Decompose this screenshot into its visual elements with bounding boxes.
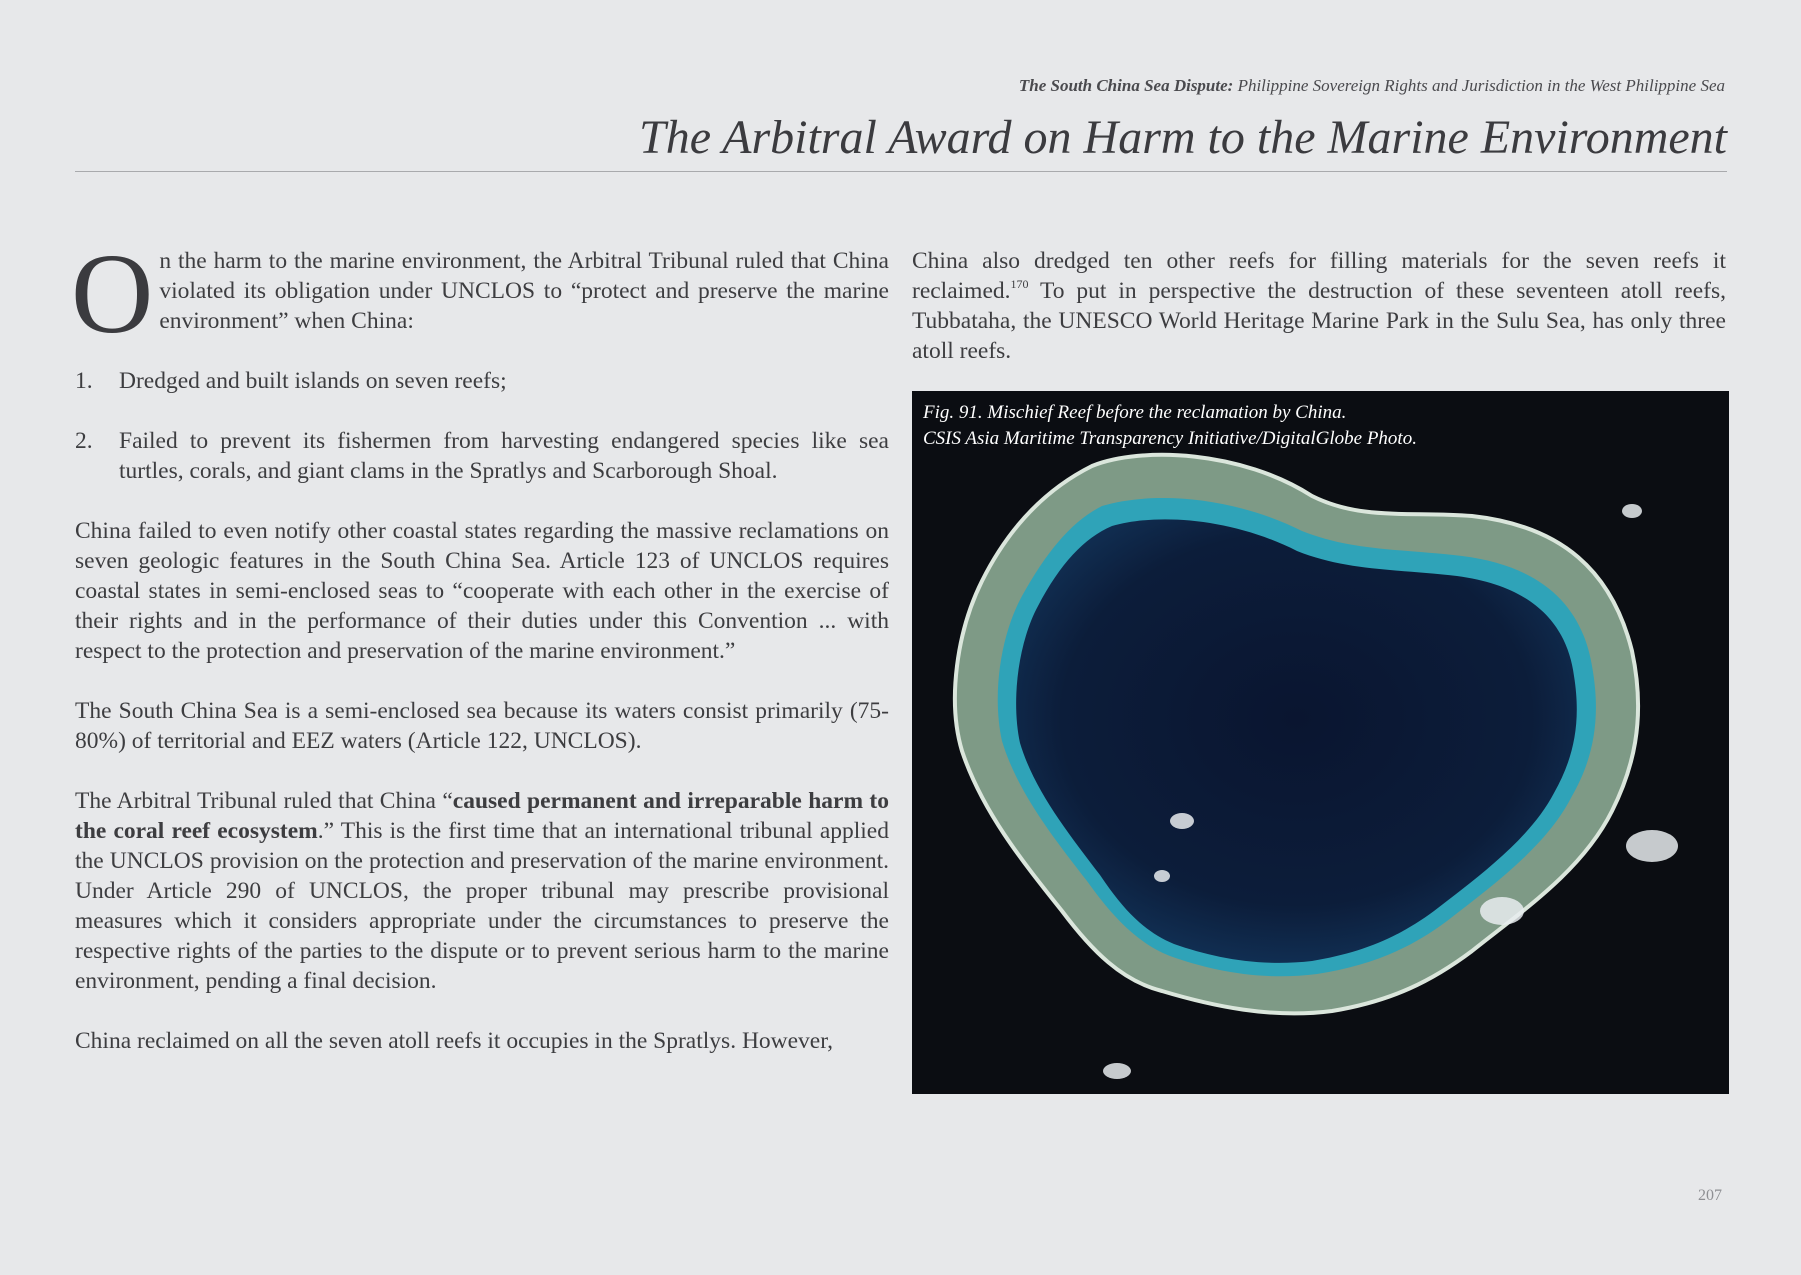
list-text: Dredged and built islands on seven reefs;: [119, 368, 507, 394]
footnote-ref: 170: [1010, 277, 1029, 291]
figure-caption-line-1: Fig. 91. Mischief Reef before the reclamation by China.: [923, 402, 1347, 423]
title-divider: [75, 171, 1727, 172]
page-title: The Arbitral Award on Harm to the Marine Environment: [639, 111, 1727, 164]
drop-cap: O: [71, 230, 154, 357]
list-item: [75, 366, 889, 396]
running-head-subtitle: Philippine Sovereign Rights and Jurisdiction in the West Philippine Sea: [1237, 76, 1725, 95]
running-head: [1019, 76, 1725, 96]
paragraph-dredged: [912, 246, 1726, 366]
paragraph-reclaimed: China reclaimed on all the seven atoll reefs it occupies in the Spratlys. However,: [75, 1028, 834, 1054]
ruling-text-bold: caused permanent and irreparable harm to the coral reef ecosystem: [75, 788, 890, 844]
paragraph-ruling: [75, 786, 889, 996]
figure-caption: [923, 400, 1417, 452]
paragraph-semi-enclosed: The South China Sea is a semi-enclosed sea because its waters consist primarily (75-80%) of territorial and EEZ waters (Article 122, UNCLOS).: [75, 698, 889, 754]
intro-text: n the harm to the marine environment, the Arbitral Tribunal ruled that China violated its obligation under UNCLOS to “protect and preserve the marine environment” when China:: [159, 248, 889, 334]
intro-paragraph: [71, 230, 889, 357]
list-number: 2.: [75, 428, 93, 454]
right-column: [912, 246, 1726, 396]
ruling-text-start: The Arbitral Tribunal ruled that China “: [75, 788, 453, 814]
page-number: 207: [1698, 1187, 1722, 1204]
list-item: [75, 426, 889, 486]
dredged-text-cont: To put in perspective the destruction of these seventeen atoll reefs, Tubbataha, the UNESCO World Heritage Marine Park in the Sulu Sea, has only three atoll reefs.: [912, 278, 1726, 364]
paragraph-notify: China failed to even notify other coastal states regarding the massive reclamations on seven geologic features in the South China Sea. Article 123 of UNCLOS requires coastal states in semi-enclosed seas to “cooperate with each other in the exercise of their rights and in the performance of their duties under this Convention ... with respect to the protection and preservation of the marine environment.”: [75, 518, 889, 664]
figure-caption-line-2: CSIS Asia Maritime Transparency Initiative/DigitalGlobe Photo.: [923, 428, 1417, 449]
figure-mischief-reef: [912, 391, 1729, 1094]
ruling-text-end: .” This is the first time that an international tribunal applied the UNCLOS provision on the protection and preservation of the marine environment. Under Article 290 of UNCLOS, the proper tribunal may prescribe provisional measures which it considers appropriate under the circumstances to preserve the respective rights of the parties to the dispute or to prevent serious harm to the marine environment, pending a final decision.: [75, 818, 889, 994]
dredged-text: China also dredged ten other reefs for filling materials for the seven reefs it reclaimed.: [912, 248, 1726, 304]
reef-satellite-image: [912, 391, 1729, 1094]
list-number: 1.: [75, 368, 93, 394]
running-head-series: The South China Sea Dispute:: [1018, 76, 1234, 95]
list-text: Failed to prevent its fishermen from harvesting endangered species like sea turtles, corals, and giant clams in the Spratlys and Scarborough Shoal.: [119, 428, 889, 484]
left-column: [71, 230, 890, 1086]
